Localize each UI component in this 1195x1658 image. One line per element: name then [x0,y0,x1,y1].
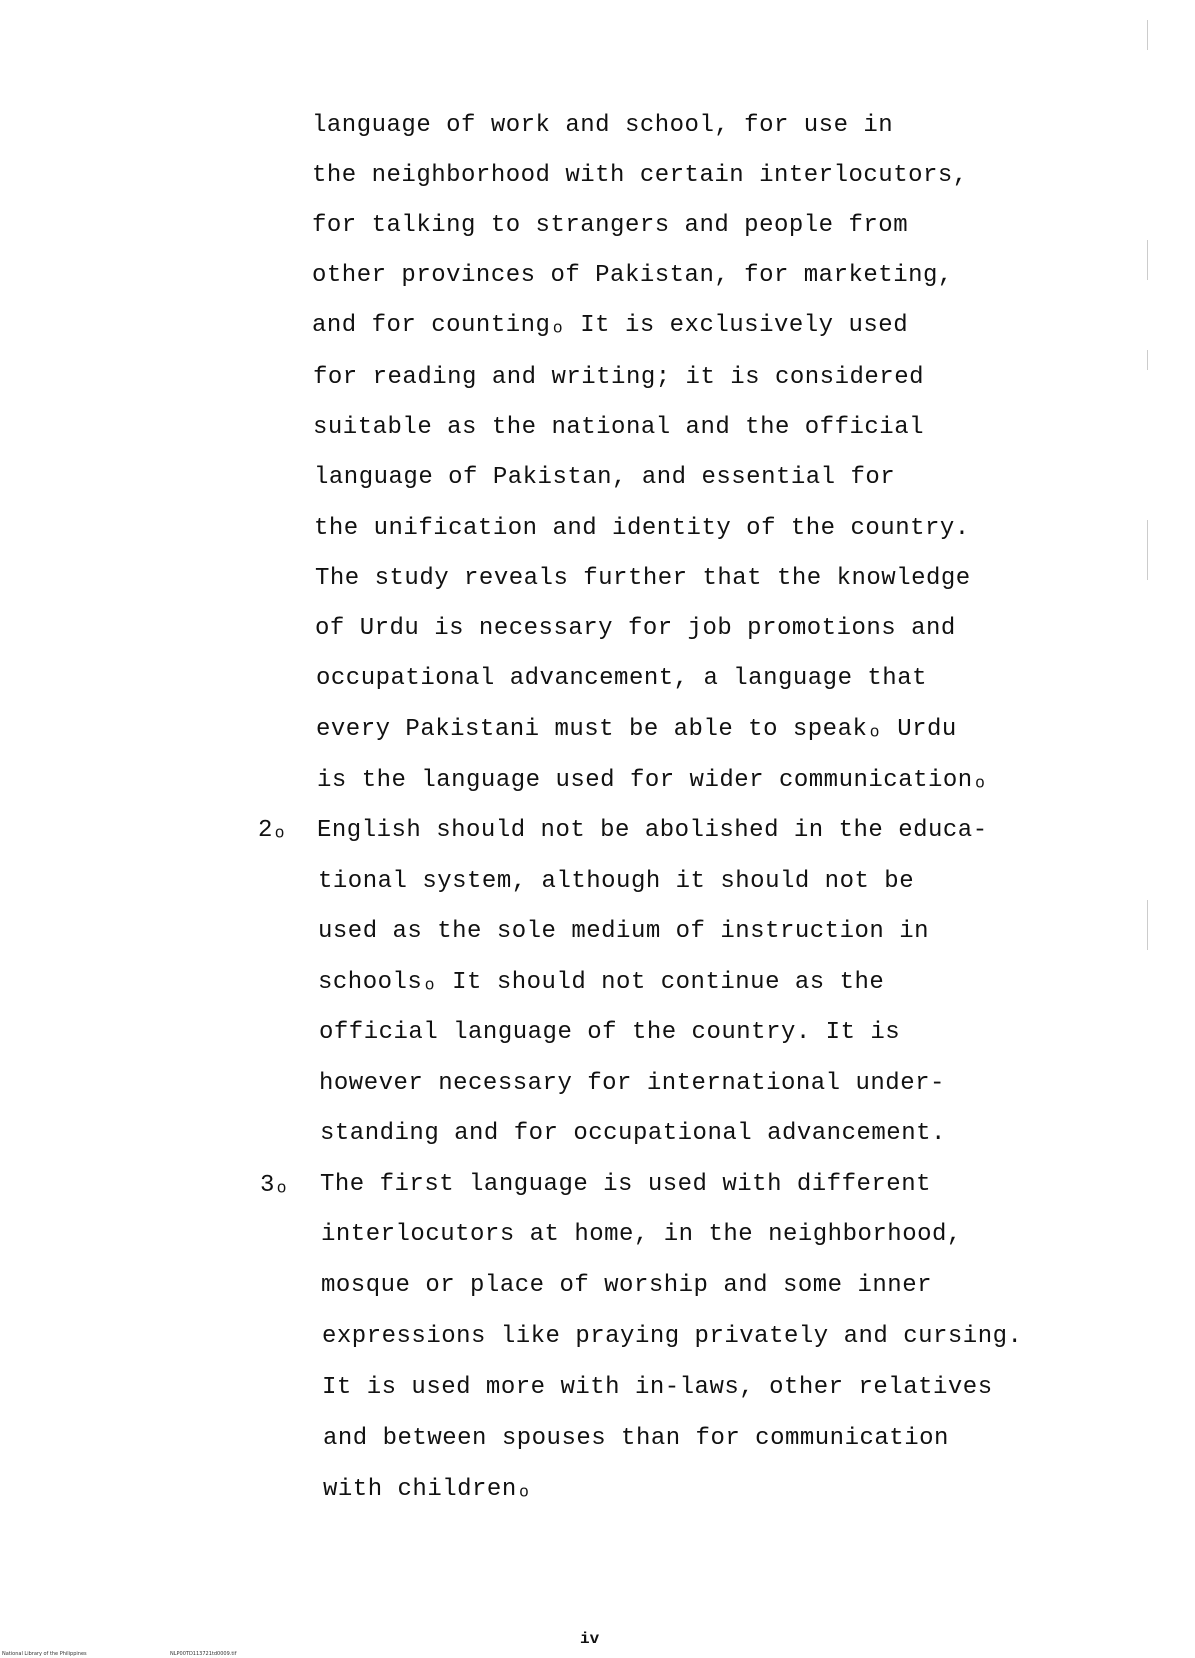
page-number: iv [580,1630,600,1648]
text-line: interlocutors at home, in the neighborhood, [321,1221,962,1248]
text-line: The study reveals further that the knowledge [315,565,971,592]
scan-artifact [1147,20,1148,50]
text-line: and for countingₒ It is exclusively used [312,312,909,339]
text-line: every Pakistani must be able to speakₒ Urdu [316,716,957,743]
text-line: the neighborhood with certain interlocutors, [312,162,968,189]
text-line: however necessary for international under- [319,1070,945,1097]
text-line: for talking to strangers and people from [312,212,909,239]
scan-artifact [1147,350,1148,370]
scan-artifact [1147,900,1148,950]
text-line: official language of the country. It is [319,1019,901,1046]
text-line: other provinces of Pakistan, for marketing, [312,262,953,289]
text-line: language of work and school, for use in [312,112,894,139]
text-line: of Urdu is necessary for job promotions and [315,615,956,642]
text-line: suitable as the national and the official [313,414,924,441]
text-line: and between spouses than for communication [323,1425,949,1452]
text-line: is the language used for wider communicationₒ [317,767,988,794]
text-line: occupational advancement, a language that [316,665,927,692]
text-line: tional system, although it should not be [318,868,915,895]
list-number: 2ₒ [258,817,287,844]
text-line: It is used more with in-laws, other relatives [322,1374,993,1401]
text-line: standing and for occupational advancement. [320,1120,946,1147]
scan-artifact [1147,240,1148,280]
text-line: The first language is used with different [320,1171,931,1198]
text-line: for reading and writing; it is considered [313,364,924,391]
text-line: schoolsₒ It should not continue as the [318,969,885,996]
text-line: used as the sole medium of instruction in [318,918,929,945]
text-line: with childrenₒ [323,1476,532,1503]
text-line: expressions like praying privately and cursing. [322,1323,1023,1350]
text-line: mosque or place of worship and some inner [321,1272,932,1299]
text-line: the unification and identity of the country. [314,515,970,542]
text-line: English should not be abolished in the educa- [317,817,988,844]
text-line: language of Pakistan, and essential for [314,464,896,491]
footer-file-name: NLP00TD113721td0009.tif [170,1651,237,1657]
list-number: 3ₒ [260,1172,289,1199]
scan-artifact [1147,520,1148,580]
footer-library-name: National Library of the Philippines [2,1651,87,1657]
